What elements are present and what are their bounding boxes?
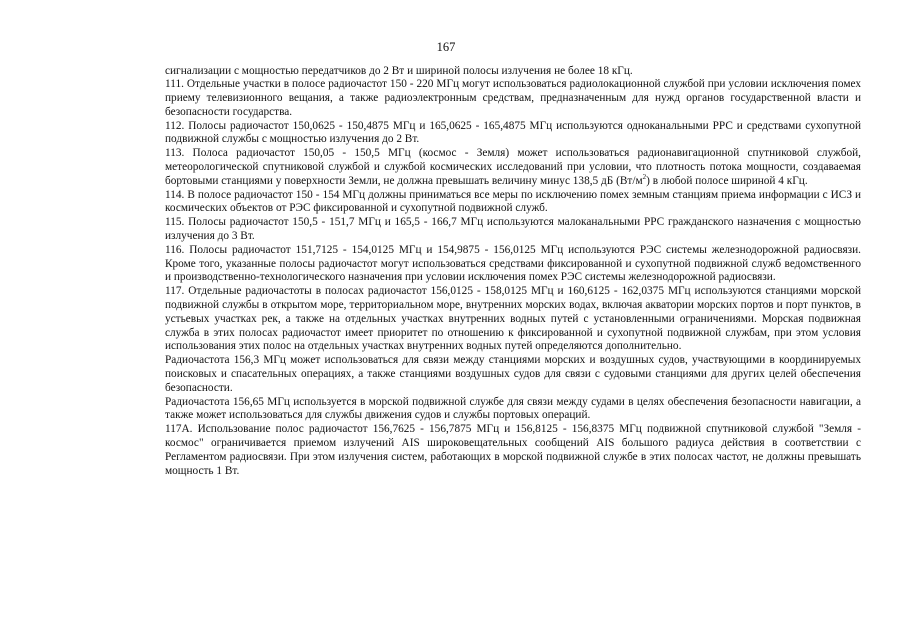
document-page [165, 0, 861, 640]
paragraph-156-3: Радиочастота 156,3 МГц может использоваться для связи между станциями морских и воздушных судов, участвующими в координируемых поисковых и спасательных операциях, а также станциями воздушных судов для связи с судовыми станциями для других целей обеспечения безопасности. [165, 354, 861, 394]
paragraph-117: 117. Отдельные радиочастоты в полосах радиочастот 156,0125 - 158,0125 МГц и 160,6125 - 162,0375 МГц используются станциями морской подвижной службы в открытом море, территориальном море, внутренних морских водах, включая акватории морских портов и порт пунктов, в устьевых участках рек, а также на отдельных участках внутренних водных путей с установленными ограничениями. Морская подвижная служба в этих полосах радиочастот имеет приоритет по отношению к фиксированной и сухопутной подвижной службам, при этом условия использования этих полос на отдельных участках внутренних водных путей определяются дополнительно. [165, 285, 861, 353]
paragraph-112: 112. Полосы радиочастот 150,0625 - 150,4875 МГц и 165,0625 - 165,4875 МГц используются одноканальными РРС и средствами сухопутной подвижной службы с мощностью излучения до 2 Вт. [165, 119, 861, 146]
paragraph-continuation: сигнализации с мощностью передатчиков до 2 Вт и шириной полосы излучения не более 18 кГц. [165, 64, 633, 77]
document-body [165, 65, 861, 479]
paragraph-114: 114. В полосе радиочастот 150 - 154 МГц должны приниматься все меры по исключению помех земным станциям приема информации с ИСЗ и космических объектов от РЭС фиксированной и сухопутной подвижной служб. [165, 188, 861, 215]
paragraph-115: 115. Полосы радиочастот 150,5 - 151,7 МГц и 165,5 - 166,7 МГц используются малоканальными РРС гражданского назначения с мощностью излучения до 3 Вт. [165, 216, 861, 243]
paragraph-117a: 117А. Использование полос радиочастот 156,7625 - 156,7875 МГц и 156,8125 - 156,8375 МГц подвижной спутниковой службой "Земля - космос" ограничивается приемом излучений AIS широковещательных сообщений AIS большого радиуса действия в соответствии с Регламентом радиосвязи. При этом излучения систем, работающих в морской подвижной службе в этих полосах частот, не должны превышать мощность 1 Вт. [165, 423, 861, 477]
paragraph-113-tail: ) в любой полосе шириной 4 кГц. [646, 174, 808, 187]
page-number: 167 [436, 40, 456, 54]
paragraph-113-text: 113. Полоса радиочастот 150,05 - 150,5 МГц (космос - Земля) может использоваться радионавигационной спутниковой службой, метеорологической спутниковой службой и службой космических исследований при условии, что плотность потока мощности, создаваемая бортовыми станциями у поверхности Земли, не должна превышать величину минус 138,5 дБ (Вт/м [165, 147, 861, 187]
paragraph-116: 116. Полосы радиочастот 151,7125 - 154,0125 МГц и 154,9875 - 156,0125 МГц используются РЭС системы железнодорожной радиосвязи. Кроме того, указанные полосы радиочастот могут использоваться средствами фиксированной и сухопутной подвижной служб ведомственного и производственно-технологического назначения при условии исключения помех РЭС системы железнодорожной радиосвязи. [165, 243, 861, 284]
paragraph-156-65: Радиочастота 156,65 МГц используется в морской подвижной службе для связи между судами в целях обеспечения безопасности навигации, а также может использоваться для службы движения судов и службы портовых операций. [165, 395, 861, 422]
paragraph-111: 111. Отдельные участки в полосе радиочастот 150 - 220 МГц могут использоваться радиолокационной службой при условии исключения помех приему телевизионного вещания, а также радиоэлектронным средствам, предназначенным для нужд органов государственной власти и безопасности государства. [165, 78, 861, 118]
superscript: 2 [642, 173, 647, 182]
paragraph-113 [165, 147, 861, 188]
